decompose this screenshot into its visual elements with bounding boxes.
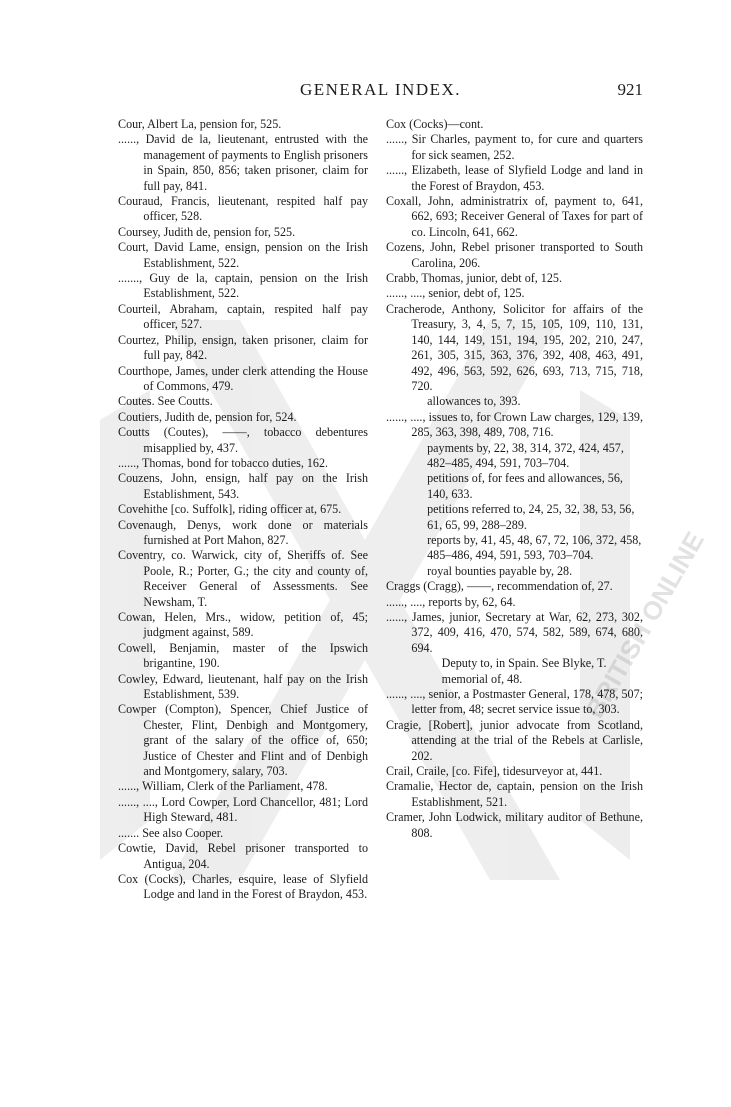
- index-entry: Cowell, Benjamin, master of the Ipswich brigantine, 190.: [118, 640, 368, 671]
- index-entry: payments by, 22, 38, 314, 372, 424, 457, 482–485, 494, 591, 703–704.: [427, 440, 624, 470]
- index-entry: memorial of, 48.: [441, 671, 523, 686]
- index-entry: Court, David Lame, ensign, pension on the Irish Establishment, 522.: [118, 240, 368, 270]
- index-entry: Cox (Cocks), Charles, esquire, lease of Slyfield Lodge and land in the Forest of Braydon, 453.: [118, 871, 368, 902]
- index-entry: Cox (Cocks)—cont.: [386, 117, 484, 131]
- index-entry: Cour, Albert La, pension for, 525.: [118, 117, 282, 131]
- index-entry: allowances to, 393.: [427, 394, 521, 409]
- index-entry: petitions of, for fees and allowances, 56, 140, 633.: [427, 471, 623, 501]
- index-entry: Coventry, co. Warwick, city of, Sheriffs of. See Poole, R.; Porter, G.; the city and county of, Receiver General of Assessments. See Newsham, T.: [118, 548, 368, 609]
- index-entry: Cracherode, Anthony, Solicitor for affairs of the Treasury, 3, 4, 5, 7, 15, 105, 109, 110, 131, 140, 144, 149, 151, 194, 195, 202, 210, 247, 261, 305, 315, 363, 376, 392, 408, 463, 491, 492, 496, 563, 592, 626, 693, 713, 715, 718, 720.: [386, 301, 643, 393]
- index-entry: Craggs (Cragg), ——, recommendation of, 27.: [386, 579, 613, 594]
- index-entry: Cragie, [Robert], junior advocate from Scotland, attending at the trial of the Rebels at Carlisle, 202.: [386, 717, 643, 763]
- index-entry: ......, ...., senior, a Postmaster General, 178, 478, 507; letter from, 48; secret service issue to, 303.: [386, 687, 643, 717]
- index-entry: ......., Guy de la, captain, pension on the Irish Establishment, 522.: [118, 271, 368, 301]
- index-entry: Crail, Craile, [co. Fife], tidesurveyor at, 441.: [386, 764, 603, 779]
- page-header: [118, 80, 643, 106]
- index-entry: ......, ...., issues to, for Crown Law charges, 129, 139, 285, 363, 398, 489, 708, 716.: [386, 409, 643, 440]
- page-number: 921: [617, 80, 643, 99]
- index-entry: Deputy to, in Spain. See Blyke, T.: [441, 656, 607, 671]
- index-column-left: [118, 117, 368, 903]
- watermark-text: BRITISH ONLINE: [579, 526, 710, 723]
- index-entry: Coxall, John, administratrix of, payment to, 641, 662, 693; Receiver General of Taxes for part of co. Lincoln, 641, 662.: [386, 194, 643, 239]
- index-entry: ......, William, Clerk of the Parliament, 478.: [118, 779, 328, 794]
- index-entry: Cowper (Compton), Spencer, Chief Justice of Chester, Flint, Denbigh and Montgomery, grant of the salary of the office of, 650; Justice of Chester and Flint and of Denbigh and Montgomery, salary, 703.: [118, 702, 368, 779]
- index-entry: ......, Sir Charles, payment to, for cure and quarters for sick seamen, 252.: [386, 132, 643, 162]
- index-entry: Couzens, John, ensign, half pay on the Irish Establishment, 543.: [118, 471, 368, 501]
- index-entry: petitions referred to, 24, 25, 32, 38, 53, 56, 61, 65, 99, 288–289.: [427, 502, 635, 532]
- index-entry: Coutiers, Judith de, pension for, 524.: [118, 409, 297, 424]
- page-title: GENERAL INDEX.: [299, 80, 462, 99]
- index-entry: ......, ...., reports by, 62, 64.: [386, 594, 516, 609]
- index-entry: Cowtie, David, Rebel prisoner transported to Antigua, 204.: [118, 841, 368, 871]
- index-entry: Cramer, John Lodwick, military auditor of Bethune, 808.: [386, 810, 643, 840]
- index-entry: Cowley, Edward, lieutenant, half pay on the Irish Establishment, 539.: [118, 671, 368, 702]
- index-entry: ....... See also Cooper.: [118, 825, 224, 840]
- index-entry: Couraud, Francis, lieutenant, respited half pay officer, 528.: [118, 194, 368, 224]
- index-entry: Cramalie, Hector de, captain, pension on the Irish Establishment, 521.: [386, 779, 643, 809]
- index-entry: Coursey, Judith de, pension for, 525.: [118, 224, 296, 239]
- index-entry: Courtez, Philip, ensign, taken prisoner, claim for full pay, 842.: [118, 332, 368, 363]
- index-entry: ......, ...., Lord Cowper, Lord Chancellor, 481; Lord High Steward, 481.: [118, 794, 368, 825]
- index-column-right: [386, 117, 643, 841]
- index-entry: Covehithe [co. Suffolk], riding officer at, 675.: [118, 502, 342, 517]
- index-entry: Coutts (Coutes), ——, tobacco debentures misapplied by, 437.: [118, 425, 368, 455]
- index-entry: Covenaugh, Denys, work done or materials furnished at Port Mahon, 827.: [118, 517, 368, 547]
- index-entry: Coutes. See Coutts.: [118, 394, 213, 409]
- index-entry: Cowan, Helen, Mrs., widow, petition of, 45; judgment against, 589.: [118, 610, 368, 640]
- index-entry: ......, James, junior, Secretary at War, 62, 273, 302, 372, 409, 416, 470, 574, 582, 589, 674, 680, 694.: [386, 610, 643, 655]
- index-entry: Courteil, Abraham, captain, respited half pay officer, 527.: [118, 301, 368, 332]
- index-entry: ......, David de la, lieutenant, entrusted with the management of payments to English prisoners in Spain, 850, 856; taken prisoner, claim for full pay, 841.: [118, 132, 368, 193]
- index-entry: Cozens, John, Rebel prisoner transported to South Carolina, 206.: [386, 240, 643, 270]
- index-entry: royal bounties payable by, 28.: [427, 563, 573, 578]
- index-entry: ......, Thomas, bond for tobacco duties, 162.: [118, 455, 329, 470]
- index-entry: Crabb, Thomas, junior, debt of, 125.: [386, 271, 562, 286]
- index-entry: ......, Elizabeth, lease of Slyfield Lodge and land in the Forest of Braydon, 453.: [386, 163, 643, 193]
- index-entry: Courthope, James, under clerk attending the House of Commons, 479.: [118, 363, 368, 393]
- index-entry: reports by, 41, 45, 48, 67, 72, 106, 372, 458, 485–486, 494, 591, 593, 703–704.: [427, 532, 642, 563]
- index-entry: ......, ...., senior, debt of, 125.: [386, 286, 525, 301]
